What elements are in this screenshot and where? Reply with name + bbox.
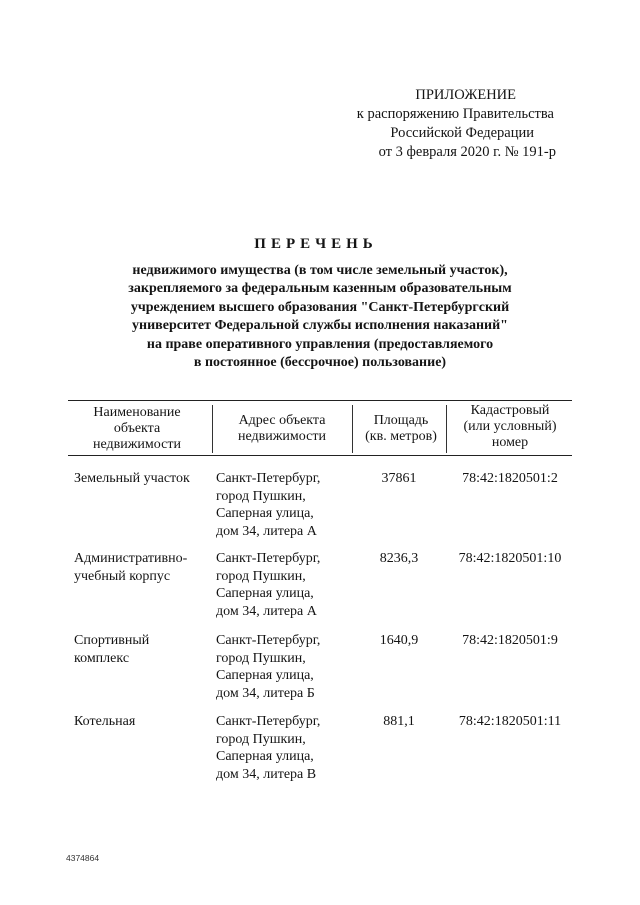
cell-area: 1640,9 <box>379 633 419 648</box>
cell-name-line: Административно- <box>74 551 188 566</box>
cell-address-line: город Пушкин, <box>216 731 306 747</box>
document-title: ПЕРЕЧЕНЬ <box>254 236 378 252</box>
header-divider <box>352 405 353 453</box>
cell-name-line: Котельная <box>74 714 136 729</box>
subtitle-line: на праве оперативного управления (предоставляемого <box>146 336 494 352</box>
cell-name <box>74 470 214 488</box>
cell-name-line: Спортивный <box>74 633 150 648</box>
subtitle-line: недвижимого имущества (в том числе земельный участок), <box>132 263 508 278</box>
cell-address-line: Саперная улица, <box>216 668 314 683</box>
cell-area: 8236,3 <box>379 551 419 566</box>
cell-cadastral: 78:42:1820501:2 <box>462 471 558 486</box>
header-address-line: Адрес объекта <box>238 413 326 428</box>
table-row <box>68 713 572 789</box>
cell-address-line: дом 34, литера Б <box>216 685 315 701</box>
document-subtitle <box>0 262 640 372</box>
cell-address-line: город Пушкин, <box>216 488 306 504</box>
appendix-title: ПРИЛОЖЕНИЕ <box>415 87 516 103</box>
cell-address-line: дом 34, литера А <box>216 523 317 539</box>
cell-area: 881,1 <box>383 714 415 729</box>
cell-address <box>216 470 350 540</box>
cell-address <box>216 632 350 702</box>
table-row <box>68 550 572 626</box>
cell-address-line: дом 34, литера В <box>216 766 317 782</box>
header-divider <box>446 405 447 453</box>
subtitle-line: в постоянное (бессрочное) пользование) <box>193 355 447 371</box>
header-name <box>68 405 206 453</box>
cell-address-line: Санкт-Петербург, <box>216 551 321 566</box>
subtitle-line: учреждением высшего образования "Санкт-Петербургский <box>130 299 510 315</box>
cell-name <box>74 550 214 585</box>
cell-name-line: учебный корпус <box>74 568 171 584</box>
cell-address-line: Саперная улица, <box>216 749 314 764</box>
header-cadastral <box>448 403 572 451</box>
cell-cadastral: 78:42:1820501:10 <box>458 551 562 566</box>
cell-address-line: город Пушкин, <box>216 650 306 666</box>
cell-address-line: Санкт-Петербург, <box>216 633 321 648</box>
cell-name <box>74 632 214 667</box>
cell-name-line: Земельный участок <box>74 471 190 486</box>
header-cadastral-line: Кадастровый <box>470 403 550 418</box>
cell-address-line: Саперная улица, <box>216 506 314 521</box>
header-area <box>356 413 446 445</box>
appendix-line-1: к распоряжению Правительства <box>356 106 554 122</box>
appendix-block <box>296 86 556 162</box>
header-area-line: (кв. метров) <box>365 429 437 444</box>
cell-address-line: дом 34, литера А <box>216 603 317 619</box>
cell-address <box>216 713 350 783</box>
cell-address-line: Санкт-Петербург, <box>216 714 321 729</box>
appendix-line-2: Российской Федерации <box>390 125 534 141</box>
table-header <box>68 400 572 456</box>
cell-address-line: город Пушкин, <box>216 568 306 584</box>
header-name-line: недвижимости <box>93 437 181 452</box>
header-cadastral-line: (или условный) <box>463 419 557 434</box>
header-name-line: Наименование <box>93 405 181 420</box>
cell-cadastral: 78:42:1820501:11 <box>458 714 562 729</box>
header-address <box>214 413 350 445</box>
table-row <box>68 632 572 708</box>
cell-address <box>216 550 350 620</box>
header-address-line: недвижимости <box>238 429 326 444</box>
subtitle-line: университет Федеральной службы исполнения наказаний" <box>132 318 508 334</box>
header-area-line: Площадь <box>373 413 429 428</box>
subtitle-line: закрепляемого за федеральным казенным образовательным <box>128 281 512 297</box>
cell-address-line: Саперная улица, <box>216 586 314 601</box>
property-table <box>68 400 572 782</box>
document-stamp-number: 4374864 <box>66 853 100 863</box>
header-divider <box>212 405 213 453</box>
header-cadastral-line: номер <box>491 435 529 450</box>
appendix-line-3: от 3 февраля 2020 г. № 191-р <box>378 144 556 160</box>
header-name-line: объекта <box>113 421 161 436</box>
table-row <box>68 470 572 546</box>
cell-name <box>74 713 214 731</box>
cell-cadastral: 78:42:1820501:9 <box>462 633 558 648</box>
cell-area: 37861 <box>381 471 417 486</box>
cell-address-line: Санкт-Петербург, <box>216 471 321 486</box>
cell-name-line: комплекс <box>74 650 130 666</box>
